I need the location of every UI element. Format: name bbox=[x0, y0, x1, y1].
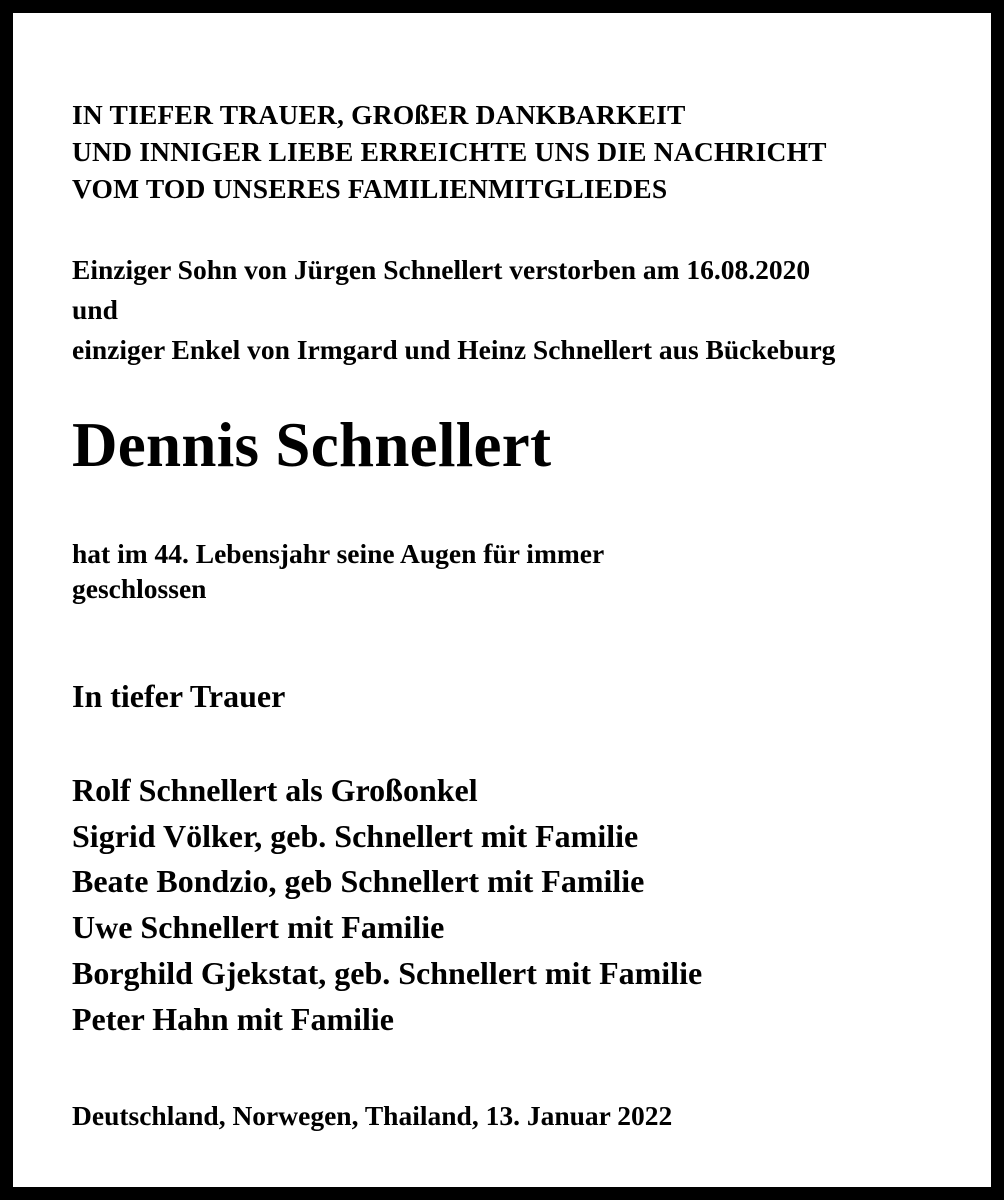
statement-line: hat im 44. Lebensjahr seine Augen für immer bbox=[72, 538, 605, 569]
lineage-line: Einziger Sohn von Jürgen Schnellert verstorben am 16.08.2020 bbox=[72, 254, 811, 285]
mourner-entry: Uwe Schnellert mit Familie bbox=[72, 909, 445, 946]
intro-line: IN TIEFER TRAUER, GROßER DANKBARKEIT bbox=[72, 99, 686, 130]
mourner-entry: Borghild Gjekstat, geb. Schnellert mit Familie bbox=[72, 954, 703, 991]
intro-line: UND INNIGER LIEBE ERREICHTE UNS DIE NACHRICHT bbox=[72, 136, 827, 167]
mourner-entry: Sigrid Völker, geb. Schnellert mit Familie bbox=[72, 817, 639, 854]
statement-line: geschlossen bbox=[72, 573, 207, 604]
place-date: Deutschland, Norwegen, Thailand, 13. Januar 2022 bbox=[72, 1100, 673, 1131]
lineage-line: einziger Enkel von Irmgard und Heinz Schnellert aus Bückeburg bbox=[72, 334, 836, 365]
mourner-entry: Rolf Schnellert als Großonkel bbox=[72, 772, 478, 808]
lineage-line: und bbox=[72, 294, 118, 325]
mourners-list bbox=[72, 768, 702, 1042]
grief-line: In tiefer Trauer bbox=[72, 678, 286, 714]
deceased-name: Dennis Schnellert bbox=[72, 410, 552, 480]
lineage-text bbox=[72, 250, 835, 370]
mourner-entry: Beate Bondzio, geb Schnellert mit Familie bbox=[72, 863, 645, 900]
intro-line: VOM TOD UNSERES FAMILIENMITGLIEDES bbox=[72, 173, 668, 204]
death-statement bbox=[72, 536, 604, 606]
mourner-entry: Peter Hahn mit Familie bbox=[72, 1000, 394, 1037]
intro-heading bbox=[72, 96, 827, 207]
